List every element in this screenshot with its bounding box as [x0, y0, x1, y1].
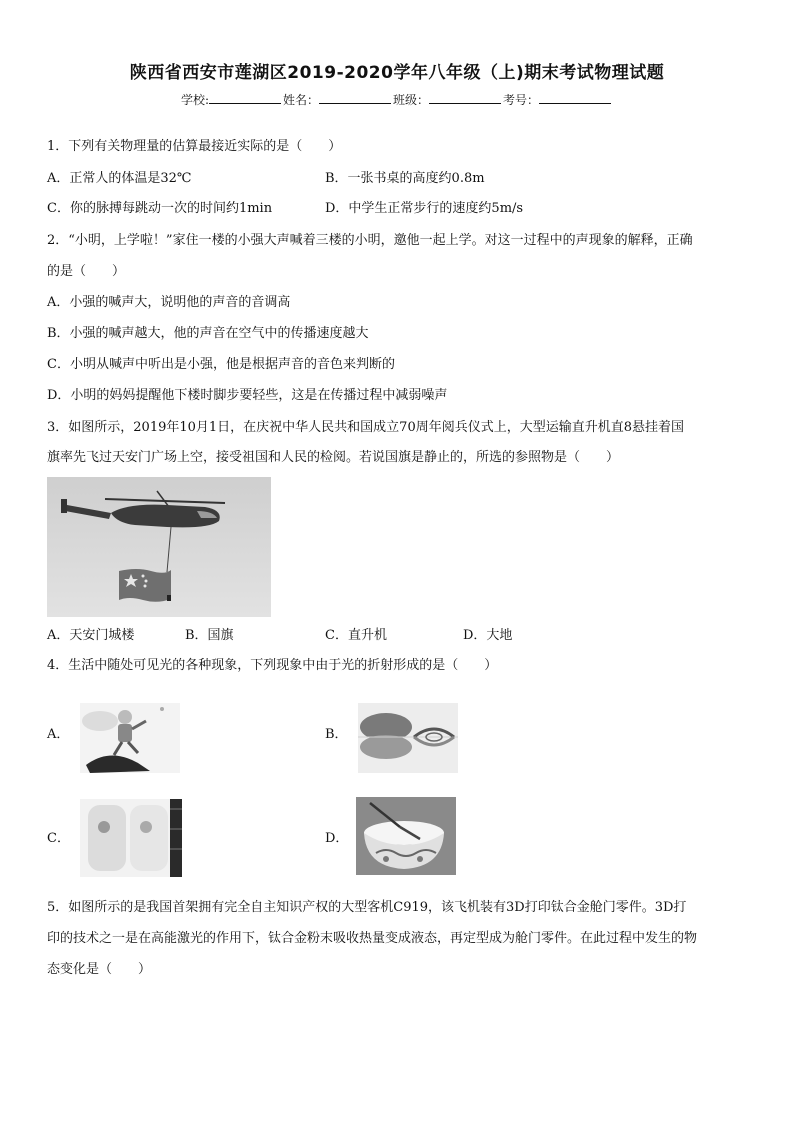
- mirror-reflection-illustration: [80, 799, 182, 877]
- student-info-line: [0, 91, 794, 108]
- q2-stem-line1: 2．“小明，上学啦！”家住一楼的小强大声喊着三楼的小明，邀他一起上学。对这一过程中的声现象的解释，正确: [47, 233, 693, 248]
- bent-chopstick-illustration: [356, 797, 456, 875]
- q1-stem: 1．下列有关物理量的估算最接近实际的是（ ）: [47, 139, 342, 154]
- q4-option-b: B．: [325, 727, 348, 742]
- exam-no-label: 考号：: [503, 93, 540, 107]
- class-blank[interactable]: [429, 91, 501, 104]
- helicopter-flag-illustration: [47, 477, 271, 617]
- q4-option-a: A．: [47, 727, 70, 742]
- school-blank[interactable]: [209, 91, 281, 104]
- shadow-play-image: [80, 703, 180, 773]
- school-label: 学校:: [180, 93, 209, 107]
- q3-option-d: D．大地: [463, 628, 513, 643]
- shadow-figure-illustration: [80, 703, 180, 773]
- reflection-illustration: [358, 703, 458, 773]
- class-label: 班级：: [393, 93, 430, 107]
- q1-option-b: B．一张书桌的高度约0.8m: [325, 171, 485, 186]
- q3-option-c: C．直升机: [325, 628, 387, 643]
- q1-option-a: A．正常人的体温是32℃: [47, 171, 192, 186]
- q5-stem-line2: 印的技术之一是在高能激光的作用下，钛合金粉末吸收热量变成液态，再定型成为舱门零件。在此过程中发生的物: [47, 931, 698, 946]
- q3-stem-line1: 3．如图所示，2019年10月1日，在庆祝中华人民共和国成立70周年阅兵仪式上，大型运输直升机直8悬挂着国: [47, 420, 684, 435]
- q4-option-d: D．: [325, 831, 349, 846]
- q5-stem-line3: 态变化是（ ）: [47, 962, 152, 977]
- mirror-image: [80, 799, 182, 877]
- exam-no-blank[interactable]: [539, 91, 611, 104]
- q3-option-a: A．天安门城楼: [47, 628, 135, 643]
- helicopter-flag-photo: [47, 477, 271, 617]
- name-blank[interactable]: [319, 91, 391, 104]
- q2-stem-line2: 的是（ ）: [47, 264, 126, 279]
- q2-option-c: C．小明从喊声中听出是小强，他是根据声音的音色来判断的: [47, 357, 395, 372]
- q1-option-c: C．你的脉搏每跳动一次的时间约1min: [47, 201, 273, 216]
- name-label: 姓名：: [283, 93, 320, 107]
- q3-option-b: B．国旗: [185, 628, 234, 643]
- q2-option-a: A．小强的喊声大，说明他的声音的音调高: [47, 295, 291, 310]
- q2-option-d: D．小明的妈妈提醒他下楼时脚步要轻些，这是在传播过程中减弱噪声: [47, 388, 448, 403]
- q1-option-d: D．中学生正常步行的速度约5m/s: [325, 201, 524, 216]
- q4-option-c: C．: [47, 831, 70, 846]
- page-title: 陕西省西安市莲湖区2019-2020学年八年级（上)期末考试物理试题: [129, 63, 665, 83]
- q5-stem-line1: 5．如图所示的是我国首架拥有完全自主知识产权的大型客机C919，该飞机装有3D打印钛合金舱门零件。3D打: [47, 900, 687, 915]
- q2-option-b: B．小强的喊声越大，他的声音在空气中的传播速度越大: [47, 326, 369, 341]
- lake-reflection-image: [358, 703, 458, 773]
- q3-stem-line2: 旗率先飞过天安门广场上空，接受祖国和人民的检阅。若说国旗是静止的，所选的参照物是（ ）: [47, 450, 620, 465]
- chopsticks-in-bowl-image: [356, 797, 456, 875]
- q4-stem: 4．生活中随处可见光的各种现象，下列现象中由于光的折射形成的是（ ）: [47, 658, 498, 673]
